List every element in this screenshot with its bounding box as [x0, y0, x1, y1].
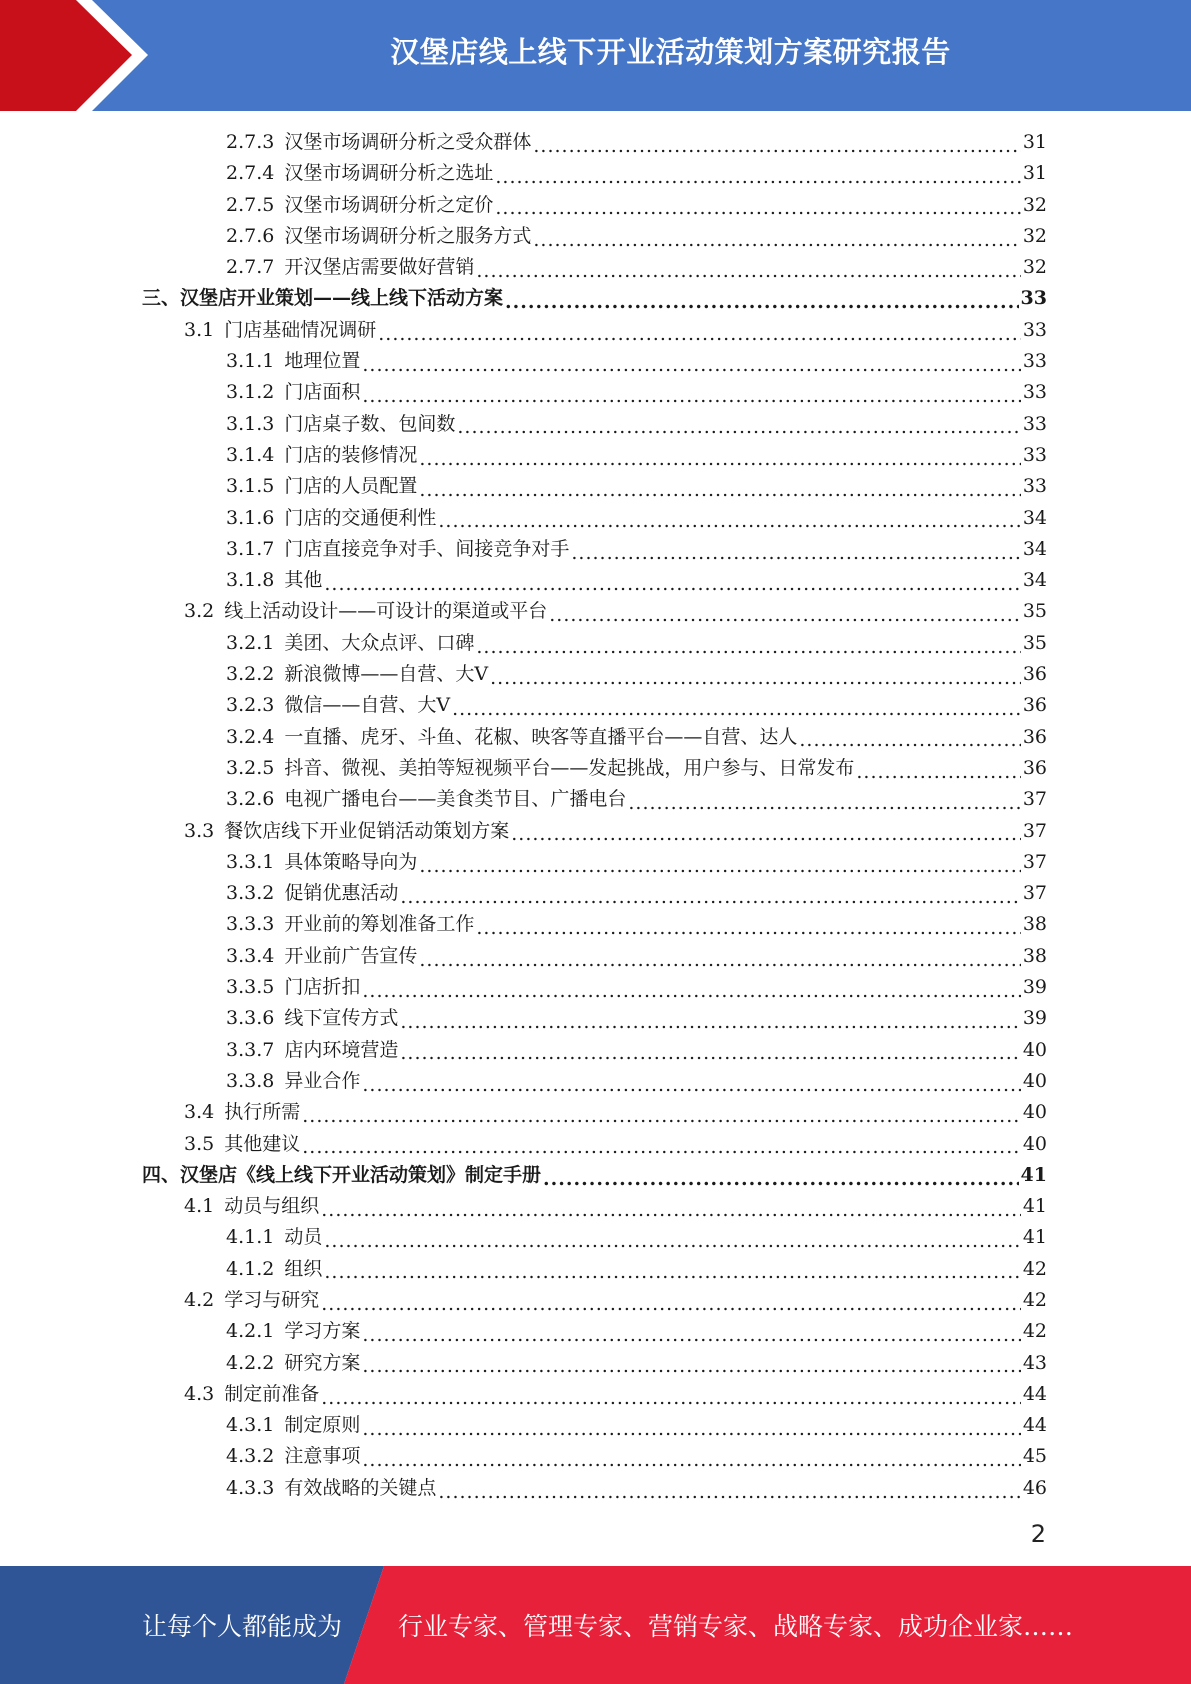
toc-entry-page: 33 — [1022, 318, 1047, 341]
toc-entry-title: 一直播、虎牙、斗鱼、花椒、映客等直播平台——自营、达人 — [284, 725, 798, 748]
toc-entry-page: 41 — [1020, 1163, 1047, 1186]
toc-entry-number: 4.2.1 — [226, 1320, 275, 1343]
toc-entry-number: 2.7.7 — [226, 256, 275, 279]
toc-entry[interactable] — [0, 1003, 1191, 1034]
toc-entry[interactable] — [0, 1160, 1191, 1191]
toc-entry-title: 汉堡市场调研分析之定价 — [284, 193, 494, 216]
toc-dot-leader — [533, 131, 1020, 154]
toc-dot-leader — [400, 1007, 1020, 1030]
toc-entry-title: 门店折扣 — [284, 976, 361, 999]
toc-entry-title: 微信——自营、大V — [284, 694, 451, 717]
toc-entry-number: 3.2 — [184, 600, 215, 623]
toc-dot-leader — [419, 444, 1020, 467]
toc-entry-title: 动员与组织 — [224, 1195, 320, 1218]
toc-entry-title: 抖音、微视、美拍等短视频平台——发起挑战，用户参与、日常发布 — [284, 756, 855, 779]
toc-entry[interactable] — [0, 1285, 1191, 1316]
toc-entry-number: 3.2.6 — [226, 788, 275, 811]
toc-entry-page: 36 — [1022, 694, 1047, 717]
toc-entry[interactable] — [0, 471, 1191, 502]
toc-entry-number: 3.1 — [184, 318, 215, 341]
toc-entry-page: 45 — [1022, 1445, 1047, 1468]
toc-entry-number: 4.2 — [184, 1288, 215, 1311]
toc-dot-leader — [321, 1289, 1021, 1312]
toc-entry-page: 39 — [1022, 976, 1047, 999]
toc-entry-number: 4.3.3 — [226, 1476, 275, 1499]
toc-entry-title: 门店的装修情况 — [284, 443, 418, 466]
toc-entry-number: 3.3 — [184, 819, 215, 842]
toc-dot-leader — [628, 788, 1020, 811]
toc-entry-title: 开汉堡店需要做好营销 — [284, 256, 475, 279]
toc-entry-title: 线下宣传方式 — [284, 1007, 399, 1030]
toc-entry-page: 40 — [1022, 1101, 1047, 1124]
toc-entry[interactable] — [0, 1473, 1191, 1504]
toc-entry-number: 3.3.6 — [226, 1007, 275, 1030]
toc-entry-page: 31 — [1022, 131, 1047, 153]
toc-entry-number: 2.7.4 — [226, 162, 275, 185]
toc-dot-leader — [457, 412, 1020, 435]
toc-entry-page: 37 — [1022, 819, 1047, 842]
toc-dot-leader — [362, 1320, 1020, 1343]
toc-entry-number: 3.1.2 — [226, 381, 275, 404]
toc-entry[interactable] — [0, 1035, 1191, 1066]
toc-entry-title: 门店直接竞争对手、间接竞争对手 — [284, 537, 570, 560]
toc-entry[interactable] — [0, 909, 1191, 940]
toc-entry[interactable] — [0, 847, 1191, 878]
toc-entry-number: 3.3.1 — [226, 850, 275, 873]
toc-entry-page: 37 — [1022, 850, 1047, 873]
toc-entry-number: 3.1.7 — [226, 537, 275, 560]
toc-entry-title: 门店面积 — [284, 381, 361, 404]
toc-entry-number: 4.3.1 — [226, 1414, 275, 1437]
toc-dot-leader — [476, 256, 1020, 279]
toc-entry-number: 4.1.2 — [226, 1257, 275, 1280]
toc-entry-page: 32 — [1022, 256, 1047, 279]
toc-dot-leader — [378, 319, 1021, 342]
toc-dot-leader — [476, 632, 1020, 655]
toc-entry-page: 44 — [1022, 1414, 1047, 1437]
page-footer — [0, 1566, 1191, 1684]
toc-entry-title: 美团、大众点评、口碑 — [284, 631, 475, 654]
toc-entry-title: 研究方案 — [284, 1351, 361, 1374]
toc-entry-title: 汉堡店开业策划——线上线下活动方案 — [180, 287, 504, 310]
toc-dot-leader — [476, 913, 1020, 936]
toc-dot-leader — [452, 694, 1021, 717]
toc-dot-leader — [324, 1257, 1020, 1280]
toc-entry-page: 38 — [1022, 944, 1047, 967]
toc-entry-number: 2.7.5 — [226, 193, 275, 216]
toc-dot-leader — [302, 1101, 1021, 1124]
toc-entry[interactable] — [0, 1222, 1191, 1253]
toc-entry-title: 其他 — [284, 569, 323, 592]
toc-dot-leader — [362, 976, 1020, 999]
toc-entry-page: 35 — [1022, 631, 1047, 654]
toc-entry-title: 线上活动设计——可设计的渠道或平台 — [224, 600, 548, 623]
toc-entry-page: 44 — [1022, 1382, 1047, 1405]
toc-entry-number: 3.2.4 — [226, 725, 275, 748]
toc-dot-leader — [549, 600, 1021, 623]
toc-entry[interactable] — [0, 377, 1191, 408]
toc-entry[interactable] — [0, 158, 1191, 189]
toc-entry-number: 4.1 — [184, 1195, 215, 1218]
toc-entry-number: 3.2.1 — [226, 631, 275, 654]
toc-entry[interactable] — [0, 1379, 1191, 1410]
toc-entry-title: 门店桌子数、包间数 — [284, 412, 456, 435]
toc-entry-page: 32 — [1022, 224, 1047, 247]
toc-entry-number: 3.3.2 — [226, 882, 275, 905]
toc-entry[interactable] — [0, 503, 1191, 534]
toc-entry-number: 3.2.5 — [226, 756, 275, 779]
toc-entry-title: 地理位置 — [284, 350, 361, 373]
toc-entry-title: 有效战略的关键点 — [284, 1476, 437, 1499]
footer-slogan-right: 行业专家、管理专家、营销专家、战略专家、成功企业家…… — [398, 1612, 1074, 1641]
toc-entry-page: 34 — [1022, 569, 1047, 592]
toc-entry-title: 组织 — [284, 1257, 323, 1280]
toc-entry-number: 4.2.2 — [226, 1351, 275, 1374]
toc-dot-leader — [438, 1477, 1020, 1500]
toc-entry-number: 3.2.3 — [226, 694, 275, 717]
toc-entry-number: 3.1.4 — [226, 443, 275, 466]
toc-entry-number: 2.7.3 — [226, 131, 275, 153]
toc-entry-title: 制定原则 — [284, 1414, 361, 1437]
toc-dot-leader — [362, 350, 1020, 373]
toc-dot-leader — [321, 1383, 1021, 1406]
toc-entry-number: 4.3 — [184, 1382, 215, 1405]
toc-entry-number: 3.1.6 — [226, 506, 275, 529]
toc-entry-title: 餐饮店线下开业促销活动策划方案 — [224, 819, 510, 842]
toc-dot-leader — [362, 1445, 1020, 1468]
arrow-red-shape — [0, 0, 132, 111]
toc-dot-leader — [543, 1164, 1019, 1187]
toc-entry-number: 3.1.8 — [226, 569, 275, 592]
toc-entry-number: 3.3.5 — [226, 976, 275, 999]
toc-entry[interactable] — [0, 972, 1191, 1003]
toc-entry-title: 制定前准备 — [224, 1382, 320, 1405]
toc-entry[interactable] — [0, 784, 1191, 815]
toc-entry-page: 41 — [1022, 1195, 1047, 1218]
toc-dot-leader — [324, 569, 1020, 592]
toc-entry[interactable] — [0, 1066, 1191, 1097]
toc-entry-page: 42 — [1022, 1288, 1047, 1311]
toc-entry-title: 汉堡市场调研分析之受众群体 — [284, 131, 532, 153]
toc-entry-page: 36 — [1022, 725, 1047, 748]
toc-entry-page: 37 — [1022, 882, 1047, 905]
toc-entry-number: 3.3.8 — [226, 1069, 275, 1092]
toc-dot-leader — [400, 1038, 1020, 1061]
toc-dot-leader — [571, 538, 1020, 561]
toc-entry-page: 34 — [1022, 537, 1047, 560]
toc-entry-page: 33 — [1022, 381, 1047, 404]
toc-entry-title: 具体策略导向为 — [284, 850, 418, 873]
toc-entry[interactable] — [0, 534, 1191, 565]
toc-entry-page: 39 — [1022, 1007, 1047, 1030]
toc-entry-page: 42 — [1022, 1320, 1047, 1343]
toc-entry-page: 35 — [1022, 600, 1047, 623]
page-number: 2 — [1030, 1520, 1046, 1548]
toc-entry-number: 3.1.1 — [226, 350, 275, 373]
toc-entry-title: 异业合作 — [284, 1069, 361, 1092]
toc-entry-number: 3.1.3 — [226, 412, 275, 435]
toc-entry[interactable] — [0, 409, 1191, 440]
toc-dot-leader — [495, 162, 1020, 185]
toc-dot-leader — [362, 1070, 1020, 1093]
toc-entry[interactable] — [0, 190, 1191, 221]
toc-dot-leader — [419, 945, 1020, 968]
toc-entry-number: 三、 — [142, 287, 181, 310]
toc-entry[interactable] — [0, 659, 1191, 690]
toc-entry[interactable] — [0, 127, 1191, 158]
toc-entry-title: 电视广播电台——美食类节目、广播电台 — [284, 788, 627, 811]
toc-entry-title: 开业前的筹划准备工作 — [284, 913, 475, 936]
toc-entry-page: 37 — [1022, 788, 1047, 811]
toc-dot-leader — [533, 225, 1020, 248]
toc-entry[interactable] — [0, 315, 1191, 346]
toc-entry-number: 4.1.1 — [226, 1226, 275, 1249]
toc-dot-leader — [799, 725, 1020, 748]
toc-dot-leader — [362, 381, 1020, 404]
toc-entry-page: 36 — [1022, 756, 1047, 779]
toc-entry[interactable] — [0, 1191, 1191, 1222]
toc-entry-number: 3.3.4 — [226, 944, 275, 967]
toc-entry-number: 3.4 — [184, 1101, 215, 1124]
toc-entry-page: 43 — [1022, 1351, 1047, 1374]
toc-entry-number: 3.3.7 — [226, 1038, 275, 1061]
toc-entry-title: 汉堡店《线上线下开业活动策划》制定手册 — [180, 1163, 542, 1186]
toc-entry-page: 33 — [1022, 475, 1047, 498]
toc-entry-page: 32 — [1022, 193, 1047, 216]
toc-entry[interactable] — [0, 1348, 1191, 1379]
toc-dot-leader — [362, 1351, 1020, 1374]
toc-entry-page: 33 — [1022, 350, 1047, 373]
toc-entry-page: 33 — [1022, 443, 1047, 466]
toc-entry[interactable] — [0, 1097, 1191, 1128]
toc-entry-number: 4.3.2 — [226, 1445, 275, 1468]
toc-dot-leader — [400, 882, 1020, 905]
toc-entry[interactable] — [0, 565, 1191, 596]
toc-dot-leader — [362, 1414, 1020, 1437]
page-header — [0, 0, 1191, 111]
toc-entry-page: 38 — [1022, 913, 1047, 936]
toc-entry-number: 3.3.3 — [226, 913, 275, 936]
toc-dot-leader — [302, 1132, 1021, 1155]
toc-entry[interactable] — [0, 722, 1191, 753]
toc-entry[interactable] — [0, 1129, 1191, 1160]
toc-entry-title: 门店基础情况调研 — [224, 318, 377, 341]
toc-entry-title: 执行所需 — [224, 1101, 301, 1124]
toc-entry-title: 门店的人员配置 — [284, 475, 418, 498]
toc-entry[interactable] — [0, 941, 1191, 972]
toc-dot-leader — [321, 1195, 1021, 1218]
document-title: 汉堡店线上线下开业活动策划方案研究报告 — [390, 34, 951, 69]
toc-entry-title: 学习方案 — [284, 1320, 361, 1343]
toc-entry[interactable] — [0, 1316, 1191, 1347]
toc-dot-leader — [856, 757, 1020, 780]
toc-entry-page: 34 — [1022, 506, 1047, 529]
toc-entry[interactable] — [0, 1410, 1191, 1441]
toc-entry[interactable] — [0, 628, 1191, 659]
toc-entry[interactable] — [0, 346, 1191, 377]
toc-entry-number: 3.2.2 — [226, 663, 275, 686]
toc-entry-title: 其他建议 — [224, 1132, 301, 1155]
toc-entry-page: 41 — [1022, 1226, 1047, 1249]
toc-entry-page: 42 — [1022, 1257, 1047, 1280]
toc-entry[interactable] — [0, 690, 1191, 721]
toc-entry-page: 40 — [1022, 1132, 1047, 1155]
toc-dot-leader — [490, 663, 1021, 686]
toc-dot-leader — [419, 851, 1020, 874]
toc-entry-title: 汉堡市场调研分析之选址 — [284, 162, 494, 185]
toc-entry-title: 汉堡市场调研分析之服务方式 — [284, 224, 532, 247]
toc-entry-number: 2.7.6 — [226, 224, 275, 247]
toc-dot-leader — [419, 475, 1020, 498]
toc-entry-title: 注意事项 — [284, 1445, 361, 1468]
footer-slogan-left: 让每个人都能成为 — [142, 1612, 343, 1641]
toc-entry[interactable] — [0, 252, 1191, 283]
toc-entry-title: 动员 — [284, 1226, 323, 1249]
chevron-arrow-icon — [0, 0, 160, 111]
toc-entry[interactable] — [0, 816, 1191, 847]
toc-entry[interactable] — [0, 283, 1191, 314]
toc-entry-number: 3.1.5 — [226, 475, 275, 498]
toc-entry-title: 学习与研究 — [224, 1288, 320, 1311]
toc-entry[interactable] — [0, 596, 1191, 627]
toc-entry[interactable] — [0, 440, 1191, 471]
toc-entry-page: 40 — [1022, 1069, 1047, 1092]
toc-dot-leader — [511, 819, 1021, 842]
toc-entry-page: 46 — [1022, 1476, 1047, 1499]
toc-dot-leader — [324, 1226, 1020, 1249]
toc-entry-page: 36 — [1022, 663, 1047, 686]
toc-entry[interactable] — [0, 1441, 1191, 1472]
toc-entry-page: 33 — [1022, 412, 1047, 435]
toc-entry-title: 新浪微博——自营、大V — [284, 663, 489, 686]
toc-entry[interactable] — [0, 221, 1191, 252]
toc-entry-number: 3.5 — [184, 1132, 215, 1155]
toc-entry-page: 40 — [1022, 1038, 1047, 1061]
table-of-contents — [0, 127, 1191, 1504]
toc-entry-page: 31 — [1022, 162, 1047, 185]
toc-entry[interactable] — [0, 753, 1191, 784]
toc-entry-page: 33 — [1020, 287, 1047, 310]
toc-entry-title: 开业前广告宣传 — [284, 944, 418, 967]
toc-entry-title: 店内环境营造 — [284, 1038, 399, 1061]
toc-entry[interactable] — [0, 1254, 1191, 1285]
toc-dot-leader — [495, 193, 1020, 216]
toc-entry-title: 门店的交通便利性 — [284, 506, 437, 529]
toc-entry-number: 四、 — [142, 1163, 181, 1186]
toc-dot-leader — [505, 287, 1019, 310]
toc-entry[interactable] — [0, 878, 1191, 909]
toc-entry-title: 促销优惠活动 — [284, 882, 399, 905]
toc-dot-leader — [438, 506, 1020, 529]
